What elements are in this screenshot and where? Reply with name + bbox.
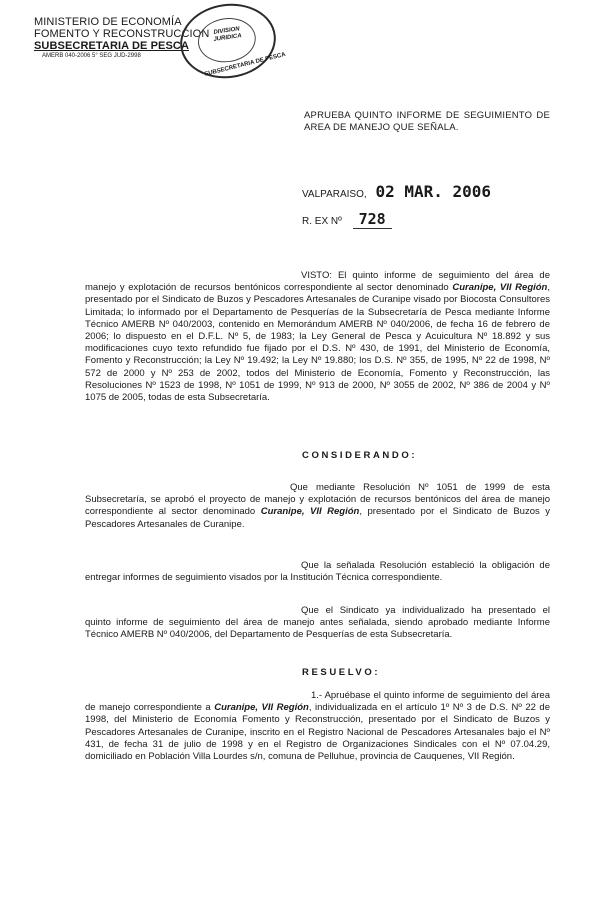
resolution-label: R. EX Nº: [302, 216, 342, 227]
resuelvo-p1-rest: , individualizada en el artículo 1º Nº 3 de D.S. Nº 22 de 1998, del Ministerio de Economía Fomento y Reconstrucción, presentado por el Sindicato de Buzos y Pescadores Artesanales de Curanipe, inscrito en el Registro Nacional de Pescadores Artesanales bajo el Nº 431, de fecha 31 de julio de 1998 y en el Registro de Organizaciones Sindicales con el Nº 07.04.29, domiciliado en Población Villa Lourdes s/n, comuna de Pelluhue, provincia de Cauquenes, VII Región.: [85, 702, 550, 763]
considerando-paragraph-1: [85, 482, 550, 531]
stamp-rim-text: SUBSECRETARIA DE PESCA: [203, 51, 287, 78]
considerando-p1-rest: , presentado por el Sindicato de Buzos y Pescadores Artesanales de Curanipe.: [85, 506, 551, 530]
considerando-paragraph-2: Que la señalada Resolución estableció la obligación de entregar informes de seguimiento visados por la Institución Técnica correspondiente.: [85, 560, 550, 584]
considerando-p1-sector: Curanipe, VII Región: [260, 506, 360, 518]
resuelvo-p1-sector: Curanipe, VII Región: [214, 702, 309, 714]
place-date: [302, 182, 491, 201]
date-stamp: 02 MAR. 2006: [375, 182, 492, 201]
division-juridica-stamp: [175, 0, 287, 84]
considerando-paragraph-3: Que el Sindicato ya individualizado ha presentado el quinto informe de seguimiento del área de manejo antes señalada, siendo aprobado mediante Informe Técnico AMERB Nº 040/2006, del Departamento de Pesquerías de esta Subsecretaría.: [85, 605, 550, 641]
letterhead-reference: AMERB 040-2006 5° SEG JUD-2998: [42, 53, 141, 59]
letterhead-ministry-line2: FOMENTO Y RECONSTRUCCION: [34, 28, 210, 40]
resuelvo-heading: RESUELVO:: [302, 667, 381, 678]
document-title: APRUEBA QUINTO INFORME DE SEGUIMIENTO DE AREA DE MANEJO QUE SEÑALA.: [304, 110, 550, 133]
resolution-value: 728: [353, 210, 392, 229]
visto-sector: Curanipe, VII Región: [452, 282, 548, 294]
stamp-center-text: DIVISION JURIDICA: [213, 26, 243, 43]
resolution-number: [302, 210, 392, 228]
visto-text: VISTO: El quinto informe de seguimiento del área de manejo y explotación de recursos bentónicos correspondiente al sector denominado: [85, 270, 550, 294]
resuelvo-p1-text: 1.- Apruébase el quinto informe de seguimiento del área de manejo correspondiente a: [85, 690, 550, 714]
resuelvo-paragraph-1: [85, 690, 550, 763]
place: VALPARAISO,: [302, 189, 367, 200]
visto-paragraph: [85, 270, 550, 404]
visto-rest: , presentado por el Sindicato de Buzos y Pescadores Artesanales de Curanipe visado por Biocosta Consultores Limitada; lo informado por el Departamento de Pesquerías de la Subsecretaría de Pesca mediante Informe Técnico AMERB Nº 040/2003, contenido en Memorándum AMERB Nº 040/2006, de fecha 16 de febrero de 2006; lo dispuesto en el D.F.L. Nº 5, de 1983; la Ley General de Pesca y Acuicultura Nº 18.892 y sus modificaciones cuyo texto refundido fue fijado por el D.S. Nº 430, de 1991, del Ministerio de Economía, Fomento y Reconstrucción; la Ley Nº 19.492; la Ley Nº 19.880; los D.S. Nº 355, de 1995, Nº 22 de 1998, Nº 572 de 2000 y Nº 253 de 2002, todos del Ministerio de Economía, Fomento y Reconstrucción, las Resoluciones Nº 1523 de 1998, Nº 1051 de 1999, Nº 913 de 2000, Nº 3055 de 2002, Nº 386 de 2004 y Nº 1075 de 2005, todas de esta Subsecretaría.: [85, 282, 551, 404]
considerando-p1-text: Que mediante Resolución Nº 1051 de 1999 de esta Subsecretaría, se aprobó el proyecto de manejo y explotación de recursos bentónicos del área de manejo correspondiente al sector denominado: [85, 482, 550, 518]
letterhead-subsecretaria: SUBSECRETARIA DE PESCA: [34, 40, 189, 52]
letterhead-ministry: MINISTERIO DE ECONOMÍA: [34, 16, 182, 28]
considerando-heading: CONSIDERANDO:: [302, 450, 418, 461]
